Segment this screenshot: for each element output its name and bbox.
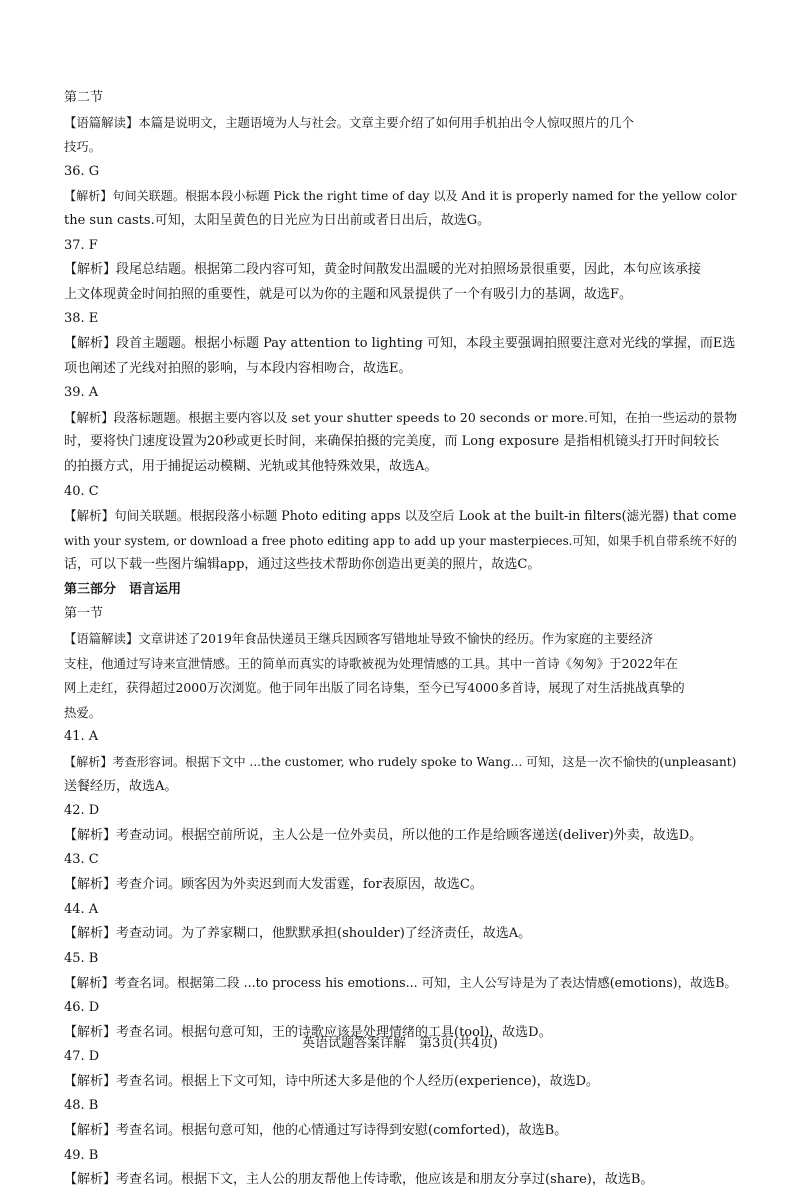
answer-label: 37. F — [64, 237, 98, 253]
passage-intro: 【语篇解读】本篇是说明文，主题语境为人与社会。文章主要介绍了如何用手机拍出令人惊叹照片的几个 — [64, 114, 634, 130]
page-content — [64, 86, 744, 1193]
section-heading: 第一节 — [64, 606, 104, 622]
explanation-line: 【解析】考查名词。根据上下文可知，诗中所述大多是他的个人经历(experience)，故选D。 — [64, 1073, 600, 1089]
answer-label: 41. A — [64, 729, 99, 745]
explanation-line: 【解析】考查动词。为了养家糊口，他默默承担(shoulder)了经济责任，故选A。 — [64, 926, 532, 942]
explanation-line: 【解析】考查名词。根据句意可知，王的诗歌应该是处理情绪的工具(tool)，故选D。 — [64, 1024, 552, 1040]
explanation-line: 上文体现黄金时间拍照的重要性，就是可以为你的主题和风景提供了一个有吸引力的基调，故选F。 — [64, 286, 633, 302]
explanation-line: 送餐经历，故选A。 — [64, 778, 178, 794]
answer-label: 39. A — [64, 385, 99, 401]
answer-label: 49. B — [64, 1147, 99, 1163]
explanation-line: 【解析】考查名词。根据句意可知，他的心情通过写诗得到安慰(comforted)，故选B。 — [64, 1122, 568, 1138]
answer-label: 46. D — [64, 999, 100, 1015]
explanation-line: 【解析】考查介词。顾客因为外卖迟到而大发雷霆，for表原因，故选C。 — [64, 877, 483, 892]
passage-intro: 技巧。 — [64, 139, 102, 155]
answer-label: 40. C — [64, 483, 99, 499]
passage-intro: 【语篇解读】文章讲述了2019年食品快递员王继兵因顾客写错地址导致不愉快的经历。作为家庭的主要经济 — [64, 631, 654, 647]
explanation-line: the sun casts.可知，太阳呈黄色的日光应为日出前或者日出后，故选G。 — [64, 212, 491, 228]
page-footer: 英语试题答案详解 第3页(共4页) — [302, 1036, 498, 1051]
explanation-line: 【解析】句间关联题。根据段落小标题 Photo editing apps 以及空后 Look at the built-in filters(滤光器) that come — [64, 508, 737, 524]
part-heading: 第三部分 语言运用 — [64, 581, 182, 597]
explanation-line: 的拍摄方式，用于捕捉运动模糊、光轨或其他特殊效果，故选A。 — [64, 458, 438, 474]
explanation-line: 话，可以下载一些图片编辑app，通过这些技术帮助你创造出更美的照片，故选C。 — [64, 557, 541, 573]
explanation-line: 项也阐述了光线对拍照的影响，与本段内容相吻合，故选E。 — [64, 360, 412, 376]
answer-label: 45. B — [64, 950, 99, 966]
explanation-line: with your system, or download a free photo editing app to add up your masterpieces.可知，如果手机自带系统不好的 — [64, 533, 737, 548]
explanation-line: 【解析】考查动词。根据空前所说，主人公是一位外卖员，所以他的工作是给顾客递送(deliver)外卖，故选D。 — [64, 827, 703, 843]
explanation-line: 【解析】考查形容词。根据下文中 ...the customer, who rudely spoke to Wang... 可知，这是一次不愉快的(unpleasant) — [64, 755, 737, 770]
answer-label: 48. B — [64, 1098, 99, 1114]
answer-label: 38. E — [64, 311, 99, 327]
answer-label: 36. G — [64, 163, 100, 179]
explanation-line: 【解析】考查名词。根据下文，主人公的朋友帮他上传诗歌，他应该是和朋友分享过(share)，故选B。 — [64, 1172, 654, 1188]
explanation-line: 时，要将快门速度设置为20秒或更长时间，来确保拍摄的完美度，而 Long exposure 是指相机镜头打开时间较长 — [64, 434, 720, 450]
explanation-line: 【解析】句间关联题。根据本段小标题 Pick the right time of day 以及 And it is properly named for the yellow color — [64, 189, 737, 204]
passage-intro: 支柱，他通过写诗来宣泄情感。王的简单而真实的诗歌被视为处理情感的工具。其中一首诗《匆匆》于2022年在 — [64, 655, 678, 671]
explanation-line: 【解析】段落标题题。根据主要内容以及 set your shutter speeds to 20 seconds or more.可知，在拍一些运动的景物 — [64, 409, 738, 425]
passage-intro: 热爱。 — [64, 704, 102, 720]
explanation-line: 【解析】段尾总结题。根据第二段内容可知，黄金时间散发出温暖的光对拍照场景很重要，因此，本句应该承接 — [64, 262, 702, 278]
explanation-line: 【解析】考查名词。根据第二段 ...to process his emotions... 可知，主人公写诗是为了表达情感(emotions)，故选B。 — [64, 975, 737, 991]
section-heading: 第二节 — [64, 90, 104, 105]
answer-label: 44. A — [64, 901, 99, 917]
explanation-line: 【解析】段首主题题。根据小标题 Pay attention to lighting 可知，本段主要强调拍照要注意对光线的掌握，而E选 — [64, 335, 736, 351]
passage-intro: 网上走红，获得超过2000万次浏览。他于同年出版了同名诗集，至今已写4000多首诗，展现了对生活挑战真挚的 — [64, 680, 685, 696]
answer-label: 42. D — [64, 803, 100, 819]
answer-label: 47. D — [64, 1049, 100, 1065]
answer-label: 43. C — [64, 852, 99, 868]
